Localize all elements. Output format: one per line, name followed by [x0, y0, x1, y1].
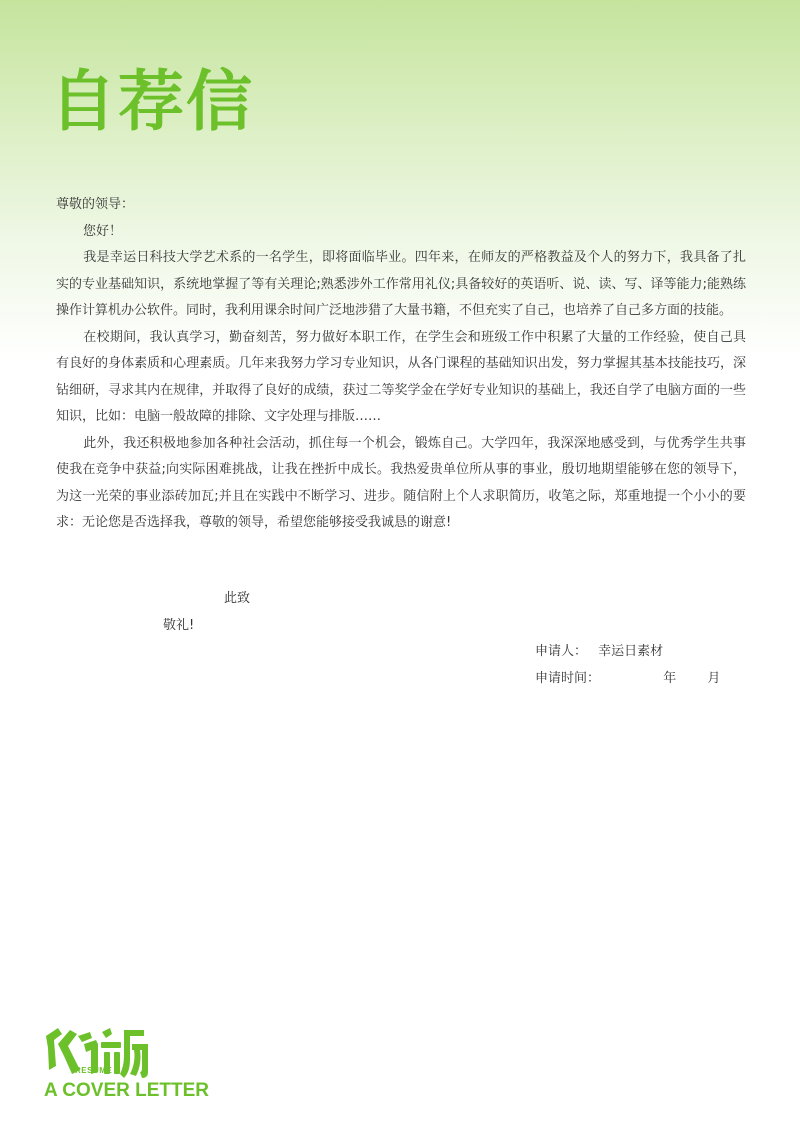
logo-tagline: A COVER LETTER	[44, 1080, 210, 1101]
applicant-label: 申请人：	[535, 644, 588, 659]
logo-resume-subtext: RESUME	[75, 1066, 113, 1075]
letter-closing-salute: 敬礼!	[163, 618, 195, 633]
applicant-row	[535, 642, 663, 662]
letter-paragraph: 我是幸运日科技大学艺术系的一名学生，即将面临毕业。四年来，在师友的严格教益及个人的努力下，我具备了扎实的专业基础知识，系统地掌握了等有关理论;熟悉涉外工作常用礼仪;具备较好的英语听、说、读、写、译等能力;能熟练操作计算机办公软件。同时，我利用课余时间广泛地涉猎了大量书籍，不但充实了自己，也培养了自己多方面的技能。	[56, 250, 746, 318]
letter-body	[56, 192, 746, 537]
application-date-row	[535, 669, 720, 689]
letter-paragraph: 在校期间，我认真学习，勤奋刻苦，努力做好本职工作，在学生会和班级工作中积累了大量的工作经验，使自己具有良好的身体素质和心理素质。几年来我努力学习专业知识，从各门课程的基础知识出发，努力掌握其基本技能技巧，深钻细研，寻求其内在规律，并取得了良好的成绩，获过二等奖学金在学好专业知识的基础上，我还自学了电脑方面的一些知识，比如：电脑一般故障的排除、文字处理与排版……	[56, 329, 746, 424]
letter-closing-line: 此致	[224, 591, 251, 606]
date-label: 申请时间：	[535, 671, 601, 686]
month-label: 月	[707, 671, 721, 686]
letter-paragraph: 此外，我还积极地参加各种社会活动，抓住每一个机会，锻炼自己。大学四年，我深深地感受到，与优秀学生共事使我在竞争中获益;向实际困难挑战，让我在挫折中成长。我热爱贵单位所从事的事业，殷切地期望能够在您的领导下，为这一光荣的事业添砖加瓦;并且在实践中不断学习、进步。随信附上个人求职简历，收笔之际，郑重地提一个小小的要求：无论您是否选择我，尊敬的领导，希望您能够接受我诚恳的谢意!	[56, 435, 746, 530]
letter-greeting: 您好！	[83, 223, 123, 239]
page-title: 自荐信	[50, 63, 254, 140]
applicant-name: 幸运日素材	[598, 644, 664, 659]
year-label: 年	[663, 671, 677, 686]
letter-salutation: 尊敬的领导：	[56, 197, 135, 212]
